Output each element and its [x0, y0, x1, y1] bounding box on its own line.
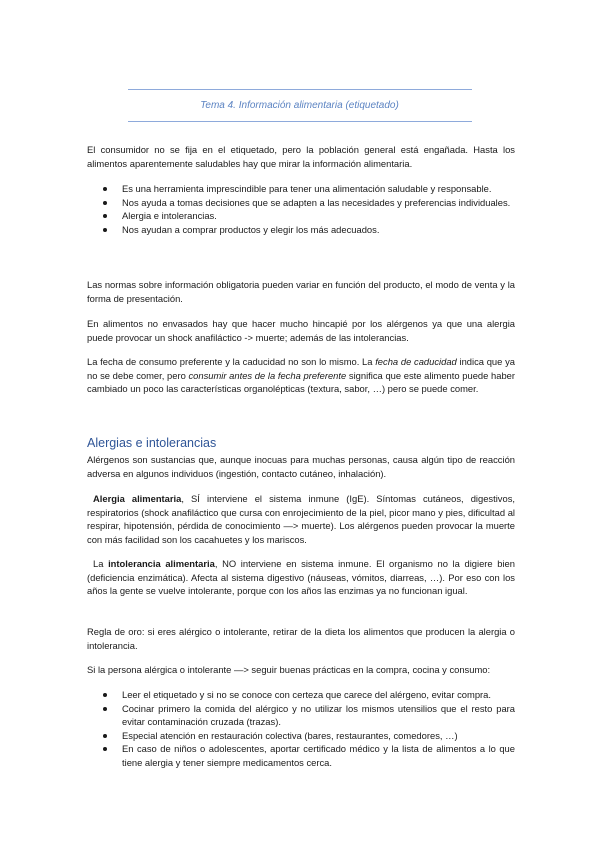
paragraph-intolerancia: La intolerancia alimentaria, NO interviene en sistema inmune. El organismo no la digiere bien (deficiencia enzimática). Afecta al sistema digestivo (náuseas, vómitos, diarreas, …). Por eso con los años la gente se vuelve intolerante, porque con los años las enzimas ya no funcionan igual. — [87, 558, 515, 597]
list-item: Leer el etiquetado y si no se conoce con certeza que carece del alérgeno, evitar compra. — [87, 688, 515, 702]
header-bottom-rule — [128, 121, 472, 122]
paragraph-fecha: La fecha de consumo preferente y la caducidad no son lo mismo. La fecha de caducidad indica que ya no se debe comer, pero consumir antes de la fecha preferente significa que este alimento puede haber cambiado un poco las características organolépticas (textura, sabor, …) pero se puede comer. — [87, 356, 515, 395]
bullet-icon — [103, 201, 107, 205]
paragraph-no-envasados: En alimentos no envasados hay que hacer mucho hincapié por los alérgenos ya que una alergia puede provocar un shock anafiláctico -> muerte; además de las intolerancias. — [87, 318, 515, 343]
paragraph-persona-alergica: Si la persona alérgica o intolerante —> seguir buenas prácticas en la compra, cocina y consumo: — [87, 664, 491, 675]
paragraph-alergenos: Alérgenos son sustancias que, aunque inocuas para muchas personas, causa algún tipo de reacción adversa en algunos individuos (ingestión, contacto cutáneo, inhalación). — [87, 454, 515, 479]
bullet-icon — [103, 187, 107, 191]
bullet-icon — [103, 214, 107, 218]
list-item: Es una herramienta imprescindible para tener una alimentación saludable y responsable. — [87, 182, 515, 196]
list-item: Nos ayuda a tomas decisiones que se adapten a las necesidades y preferencias individuales. — [87, 196, 515, 210]
bullet-icon — [103, 747, 107, 751]
bullet-icon — [103, 734, 107, 738]
bullet-icon — [103, 693, 107, 697]
bullet-icon — [103, 228, 107, 232]
list-item: Especial atención en restauración colectiva (bares, restaurantes, comedores, …) — [87, 729, 515, 743]
list-item: Nos ayudan a comprar productos y elegir los más adecuados. — [87, 223, 515, 237]
intro-paragraph: El consumidor no se fija en el etiquetado, pero la población general está engañada. Hasta los alimentos aparentemente saludables hay que mirar la información alimentaria. — [87, 144, 515, 169]
bullet-list-buenas-practicas — [87, 688, 515, 770]
list-item: Cocinar primero la comida del alérgico y no utilizar los mismos utensilios que el resto para evitar contaminación cruzada (trazas). — [87, 702, 515, 729]
paragraph-regla-de-oro: Regla de oro: si eres alérgico o intolerante, retirar de la dieta los alimentos que producen la alergia o intolerancia. — [87, 626, 515, 651]
section-heading: Alergias e intolerancias — [87, 436, 217, 450]
paragraph-normas: Las normas sobre información obligatoria pueden variar en función del producto, el modo de venta y la forma de presentación. — [87, 279, 515, 304]
header-top-rule — [128, 89, 472, 90]
paragraph-alergia: Alergia alimentaria, SÍ interviene el sistema inmune (IgE). Síntomas cutáneos, digestivos, respiratorios (shock anafiláctico que cursa con enrojecimiento de la piel, picor mano y pies, dificultad al respirar, hipotensión, pérdida de conocimiento —> muerte). Los alérgenos pueden provocar la muerte con más facilidad son los cacahuetes y los mariscos. — [87, 493, 516, 545]
list-item: Alergia e intolerancias. — [87, 209, 515, 223]
bullet-list-etiquetado — [87, 182, 515, 236]
bullet-icon — [103, 707, 107, 711]
page-header-title: Tema 4. Información alimentaria (etiquetado) — [200, 100, 399, 111]
list-item: En caso de niños o adolescentes, aportar certificado médico y la lista de alimentos a lo que tiene alergia y tener siempre medicamentos cerca. — [87, 742, 515, 769]
